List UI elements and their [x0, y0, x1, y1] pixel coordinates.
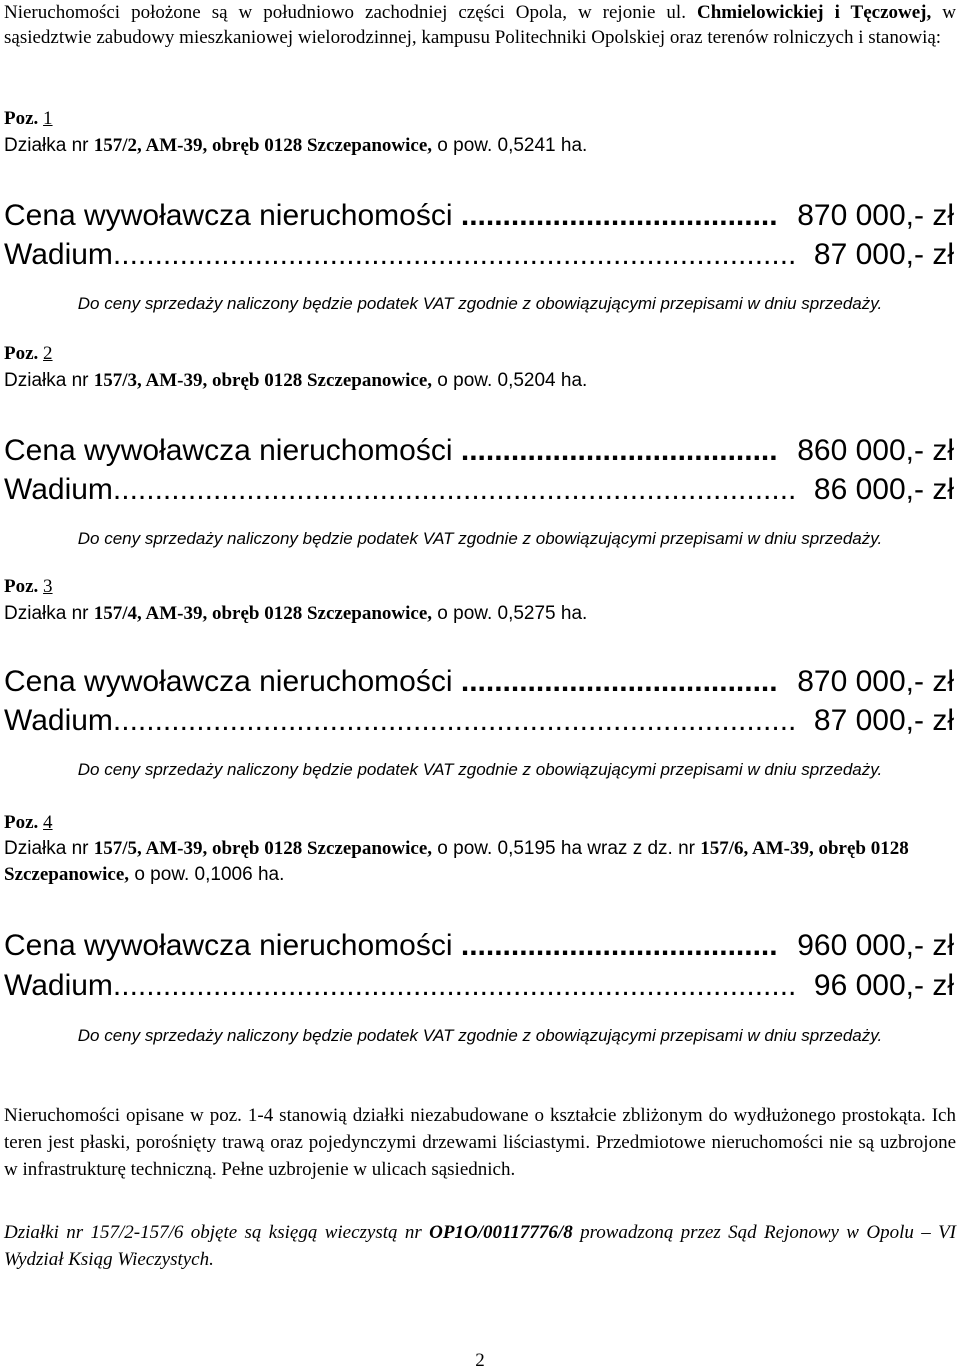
price-label: Cena wywoławcza nieruchomości [4, 199, 453, 232]
poz-4-vat-note: Do ceny sprzedaży naliczony będzie podatek VAT zgodnie z obowiązującymi przepisami w dniu sprzedaży. [77, 1026, 883, 1045]
deposit-leader: .................................................................................. [112, 969, 797, 1002]
description-paragraph: Nieruchomości opisane w poz. 1-4 stanowią działki niezabudowane o kształcie zbliżonym do wydłużonego prostokąta. Ich teren jest płaski, porośnięty trawą oraz pojedynczymi drzewami liściastymi. Przedmiotowe nieruchomości nie są uzbrojone w infrastrukturę techniczną. Pełne uzbrojenie w ulicach sąsiednich. [4, 1105, 956, 1180]
price-label: Cena wywoławcza nieruchomości [4, 665, 453, 698]
plot-prefix: Działka nr [4, 603, 94, 624]
poz-4-heading [4, 810, 53, 835]
deposit-value: 87 000,- zł [813, 704, 954, 737]
deposit-label: Wadium [4, 238, 113, 271]
poz-3-vat-note: Do ceny sprzedaży naliczony będzie podatek VAT zgodnie z obowiązującymi przepisami w dniu sprzedaży. [77, 760, 883, 779]
price-leader: ...................................... [452, 929, 778, 962]
poz-4-plot-description [4, 836, 924, 888]
deposit-value: 96 000,- zł [813, 969, 954, 1002]
price-leader: ...................................... [452, 199, 778, 232]
intro-streets: Chmielowickiej i Tęczowej, [696, 2, 932, 23]
price-leader: ...................................... [452, 665, 778, 698]
poz-number: 1 [43, 108, 53, 129]
poz-label: Poz. [4, 343, 39, 364]
price-value: 870 000,- zł [797, 665, 954, 698]
price-value: 870 000,- zł [797, 199, 954, 232]
plot-area: o pow. 0,5275 ha. [432, 603, 588, 624]
poz-2-plot-description [4, 368, 924, 394]
deposit-label: Wadium [4, 704, 113, 737]
deposit-value: 86 000,- zł [813, 473, 954, 506]
deposit-value: 87 000,- zł [813, 238, 954, 271]
plot-area-2: o pow. 0,1006 ha. [129, 864, 285, 885]
land-registry-text-2: prowadzoną przez Sąd Rejonowy w Opolu – VI Wydział Ksiąg Wieczystych. [4, 1222, 957, 1270]
plot-area: o pow. 0,5241 ha. [432, 135, 588, 156]
poz-label: Poz. [4, 576, 39, 597]
plot-id: 157/2, AM-39, obręb 0128 Szczepanowice, [93, 135, 433, 156]
plot-id: 157/5, AM-39, obręb 0128 Szczepanowice, [93, 838, 433, 859]
price-value: 960 000,- zł [797, 929, 954, 962]
plot-area: o pow. 0,5204 ha. [432, 370, 588, 391]
page-number: 2 [475, 1350, 485, 1371]
deposit-leader: .................................................................................. [112, 473, 797, 506]
poz-1-vat-note: Do ceny sprzedaży naliczony będzie podatek VAT zgodnie z obowiązującymi przepisami w dniu sprzedaży. [77, 294, 883, 313]
poz-number: 4 [43, 812, 53, 833]
plot-prefix: Działka nr [4, 370, 94, 391]
plot-id: 157/3, AM-39, obręb 0128 Szczepanowice, [93, 370, 433, 391]
plot-prefix: Działka nr [4, 838, 94, 859]
land-registry-text-1: Działki nr 157/2-157/6 objęte są księgą wieczystą nr [4, 1222, 430, 1243]
plot-prefix: Działka nr [4, 135, 94, 156]
price-label: Cena wywoławcza nieruchomości [4, 929, 453, 962]
deposit-leader: .................................................................................. [112, 704, 797, 737]
poz-3-heading [4, 574, 53, 599]
poz-1-plot-description [4, 133, 924, 159]
deposit-label: Wadium [4, 969, 113, 1002]
poz-2-heading [4, 341, 53, 366]
poz-label: Poz. [4, 812, 39, 833]
deposit-label: Wadium [4, 473, 113, 506]
plot-id: 157/4, AM-39, obręb 0128 Szczepanowice, [93, 603, 433, 624]
poz-3-plot-description [4, 601, 924, 627]
poz-2-vat-note: Do ceny sprzedaży naliczony będzie podatek VAT zgodnie z obowiązującymi przepisami w dniu sprzedaży. [77, 529, 883, 548]
deposit-leader: .................................................................................. [112, 238, 797, 271]
price-leader: ...................................... [452, 434, 778, 467]
poz-number: 2 [43, 343, 53, 364]
intro-text-2: w sąsiedztwie zabudowy mieszkaniowej wielorodzinnej, kampusu Politechniki Opolskiej oraz terenów rolniczych i stanowią: [4, 2, 956, 48]
plot-area-with: o pow. 0,5195 ha wraz z dz. nr [432, 838, 701, 859]
intro-text-1: Nieruchomości położone są w południowo zachodniej części Opola, w rejonie ul. [4, 2, 697, 23]
land-registry-paragraph [4, 1219, 956, 1273]
price-value: 860 000,- zł [797, 434, 954, 467]
land-registry-number: OP1O/00117776/8 [429, 1222, 573, 1243]
intro-paragraph [4, 0, 956, 50]
plot-id-2: 157/6, AM-39, obręb 0128 Szczepanowice, [4, 838, 909, 885]
price-label: Cena wywoławcza nieruchomości [4, 434, 453, 467]
poz-number: 3 [43, 576, 53, 597]
poz-label: Poz. [4, 108, 39, 129]
poz-1-heading [4, 106, 53, 131]
